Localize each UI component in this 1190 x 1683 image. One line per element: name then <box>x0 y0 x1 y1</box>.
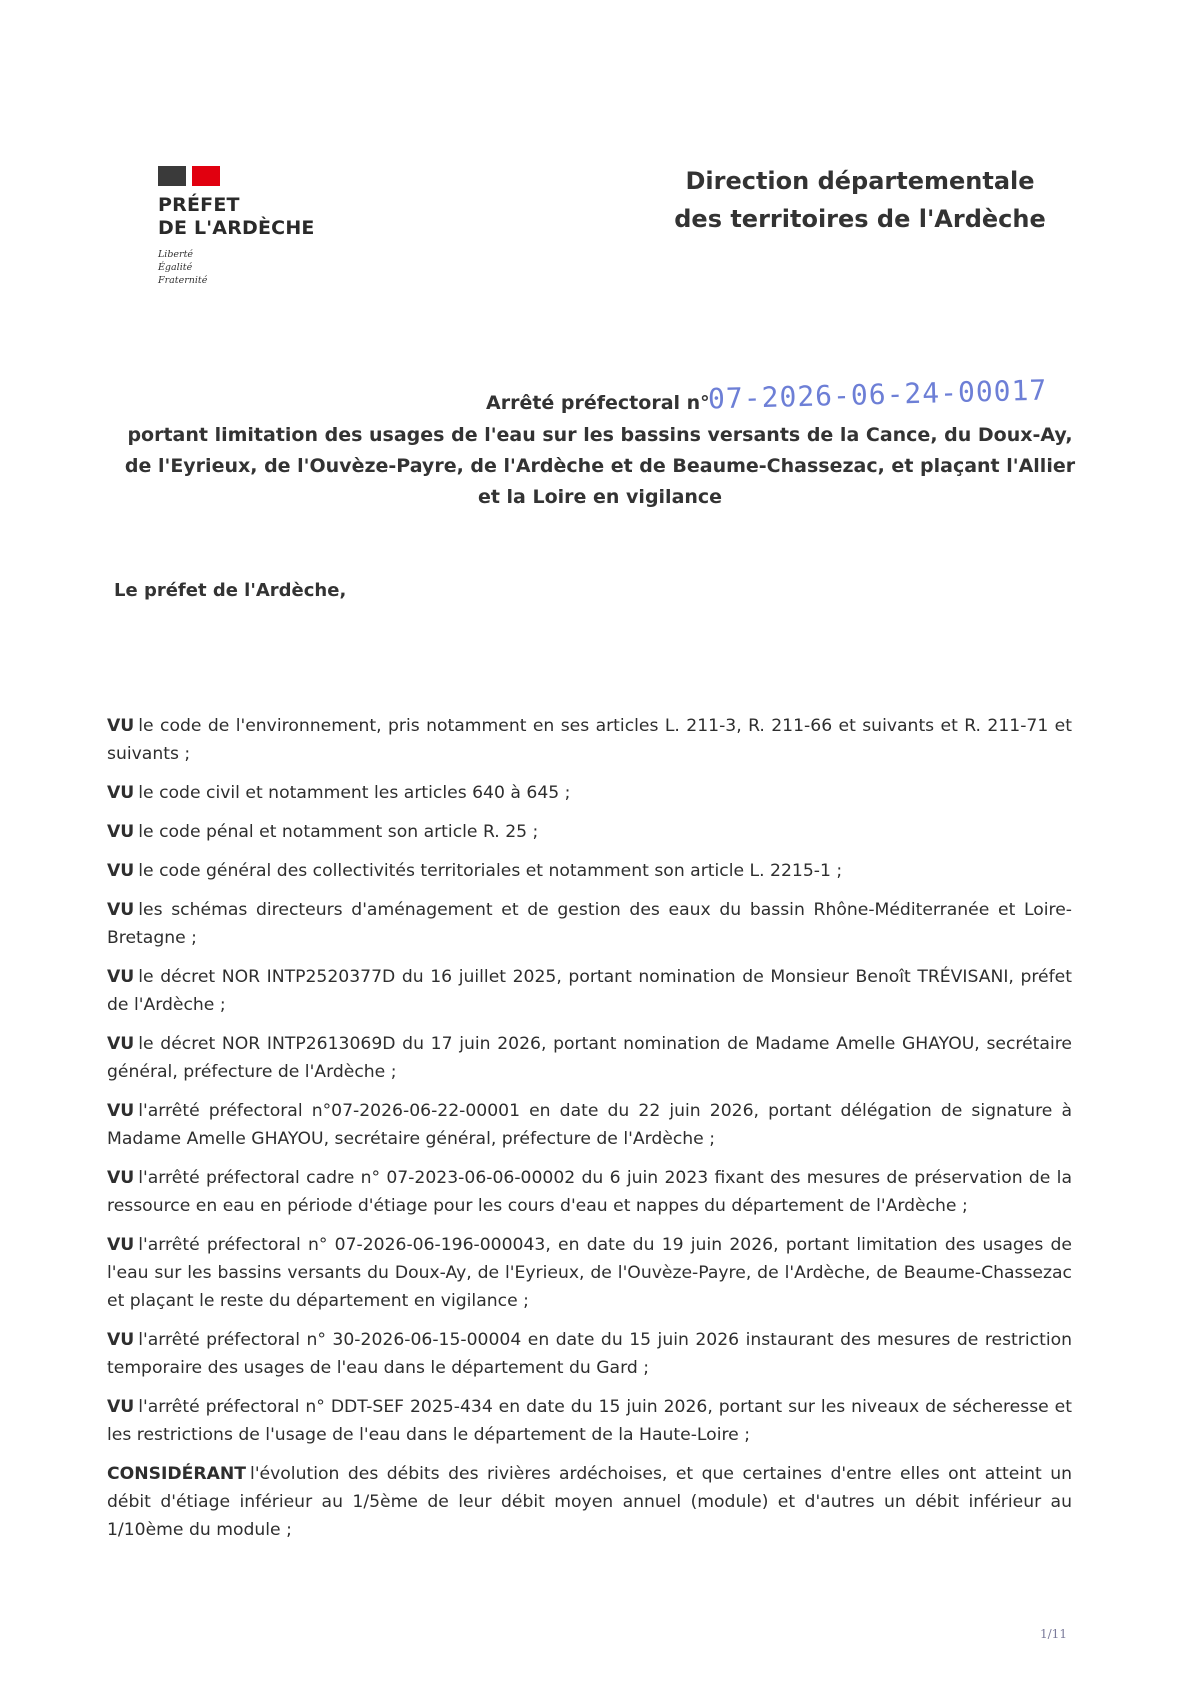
visa-lead: VU <box>107 900 135 920</box>
visa-text: le code pénal et notamment son article R. 25 ; <box>138 822 539 842</box>
visa-paragraph <box>107 1164 1072 1220</box>
page-number: 1/11 <box>1040 1627 1067 1641</box>
visa-lead: VU <box>107 1168 135 1188</box>
visa-paragraph <box>107 1097 1072 1153</box>
motto-egalite: Égalité <box>158 262 193 273</box>
visa-text: le code de l'environnement, pris notamment en ses articles L. 211-3, R. 211-66 et suivants et R. 211-71 et suivants ; <box>107 716 1072 764</box>
visa-paragraph <box>107 1231 1072 1315</box>
visa-lead: VU <box>107 861 135 881</box>
visa-paragraph <box>107 818 1072 846</box>
visa-paragraph <box>107 1030 1072 1086</box>
issuing-direction <box>640 162 1080 238</box>
considerant-lead: CONSIDÉRANT <box>107 1464 247 1484</box>
prefecture-logo <box>158 166 378 287</box>
visa-paragraph <box>107 857 1072 885</box>
visa-lead: VU <box>107 783 135 803</box>
visa-paragraph <box>107 779 1072 807</box>
logo-name-line1: PRÉFET <box>158 194 240 216</box>
arrete-subject: portant limitation des usages de l'eau sur les bassins versants de la Cance, du Doux-Ay, de l'Eyrieux, de l'Ouvèze-Payre, de l'Ardèche et de Beaume-Chassezac, et plaçant l'Allier et la Loire en vigilance <box>124 424 1076 508</box>
prefet-intro: Le préfet de l'Ardèche, <box>114 580 347 601</box>
visa-text: l'arrêté préfectoral n° 30-2026-06-15-00004 en date du 15 juin 2026 instaurant des mesures de restriction temporaire des usages de l'eau dans le département du Gard ; <box>107 1330 1072 1378</box>
direction-line1: Direction départementale <box>685 167 1035 195</box>
marianne-flag-icon <box>158 166 220 186</box>
arrete-number-handwritten: 07-2026-06-24-00017 <box>707 373 1048 416</box>
visa-paragraph <box>107 1326 1072 1382</box>
visa-text: le code général des collectivités territoriales et notamment son article L. 2215-1 ; <box>138 861 843 881</box>
visa-lead: VU <box>107 1235 135 1255</box>
visa-paragraph <box>107 963 1072 1019</box>
visa-lead: VU <box>107 967 135 987</box>
visa-text: l'arrêté préfectoral cadre n° 07-2023-06-06-00002 du 6 juin 2023 fixant des mesures de préservation de la ressource en eau en période d'étiage pour les cours d'eau et nappes du département de l'Ardèche ; <box>107 1168 1072 1216</box>
visa-paragraph <box>107 712 1072 768</box>
visa-lead: VU <box>107 1397 135 1417</box>
visa-paragraph <box>107 1393 1072 1449</box>
visa-lead: VU <box>107 1101 135 1121</box>
considerant-paragraph <box>107 1460 1072 1544</box>
visa-lead: VU <box>107 1330 135 1350</box>
visa-text: les schémas directeurs d'aménagement et de gestion des eaux du bassin Rhône-Méditerranée et Loire-Bretagne ; <box>107 900 1072 948</box>
logo-name-line2: DE L'ARDÈCHE <box>158 217 315 239</box>
visa-text: l'arrêté préfectoral n° 07-2026-06-196-000043, en date du 19 juin 2026, portant limitation des usages de l'eau sur les bassins versants du Doux-Ay, de l'Eyrieux, de l'Ouvèze-Payre, de l'Ardèche, de Beaume-Chassezac et plaçant le reste du département en vigilance ; <box>107 1235 1072 1311</box>
visa-text: l'arrêté préfectoral n°07-2026-06-22-00001 en date du 22 juin 2026, portant délégation de signature à Madame Amelle GHAYOU, secrétaire général, préfecture de l'Ardèche ; <box>107 1101 1072 1149</box>
visa-text: le décret NOR INTP2520377D du 16 juillet 2025, portant nomination de Monsieur Benoît TRÉVISANI, préfet de l'Ardèche ; <box>107 967 1072 1015</box>
motto-liberte: Liberté <box>158 249 194 260</box>
considerant-text: l'évolution des débits des rivières ardéchoises, et que certaines d'entre elles ont atteint un débit d'étiage inférieur au 1/5ème de leur débit moyen annuel (module) et d'autres un débit inférieur au 1/10ème du module ; <box>107 1464 1072 1540</box>
visas-list <box>107 712 1072 1555</box>
visa-text: le code civil et notamment les articles 640 à 645 ; <box>138 783 571 803</box>
motto-fraternite: Fraternité <box>158 275 208 286</box>
visa-text: l'arrêté préfectoral n° DDT-SEF 2025-434 en date du 15 juin 2026, portant sur les niveaux de sécheresse et les restrictions de l'usage de l'eau dans le département de la Haute-Loire ; <box>107 1397 1072 1445</box>
visa-lead: VU <box>107 716 135 736</box>
republic-motto <box>158 248 378 287</box>
direction-line2: des territoires de l'Ardèche <box>674 205 1046 233</box>
visa-lead: VU <box>107 822 135 842</box>
visa-text: le décret NOR INTP2613069D du 17 juin 2026, portant nomination de Madame Amelle GHAYOU, secrétaire général, préfecture de l'Ardèche ; <box>107 1034 1072 1082</box>
visa-lead: VU <box>107 1034 135 1054</box>
visa-paragraph <box>107 896 1072 952</box>
arrete-label: Arrêté préfectoral n° <box>486 392 710 414</box>
